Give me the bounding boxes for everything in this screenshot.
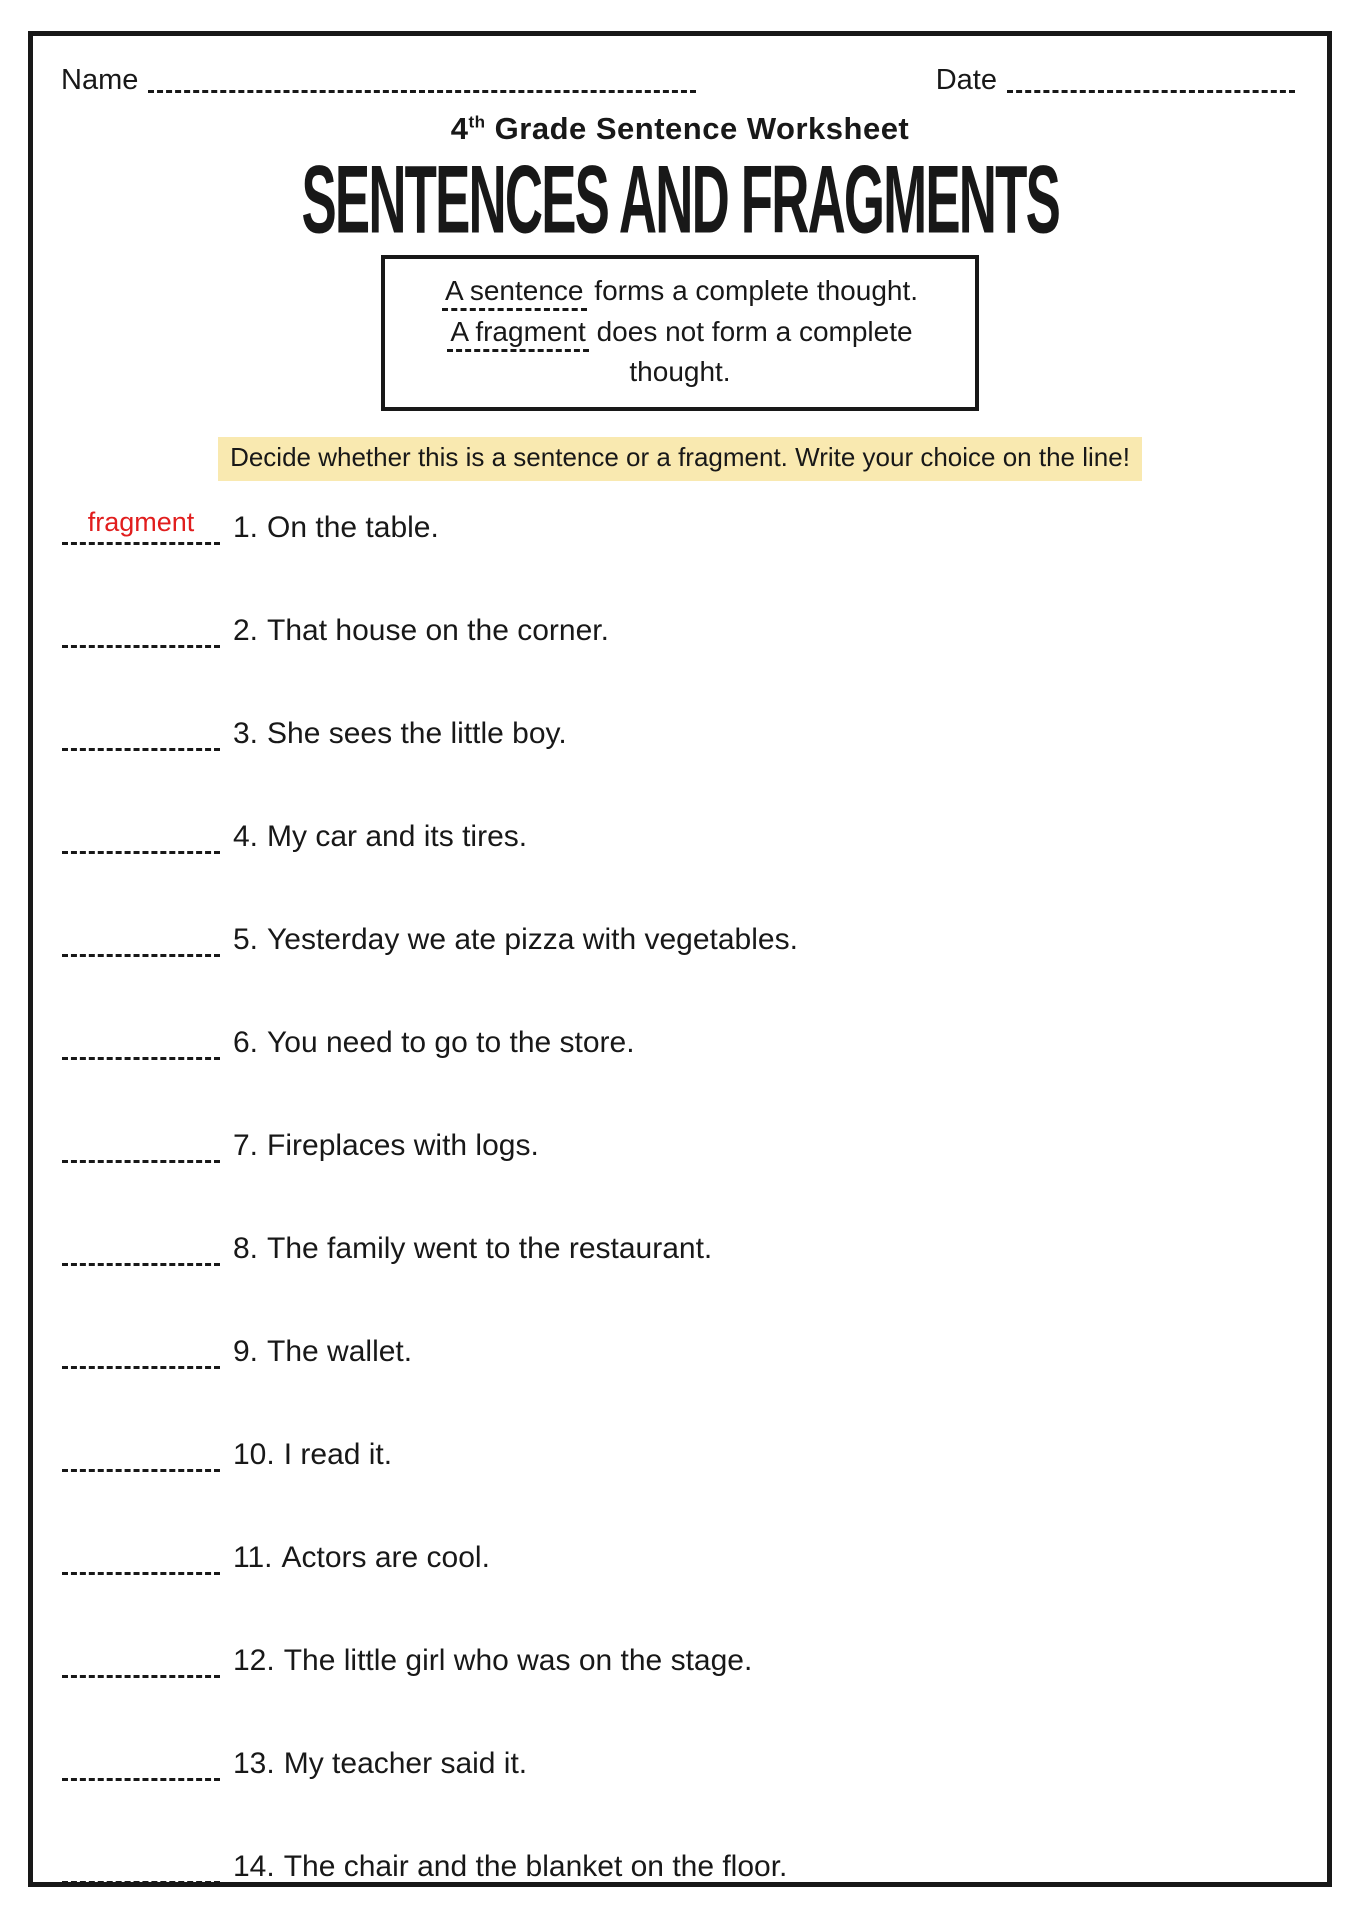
definition-fragment-rest: does not form a complete thought. — [588, 315, 913, 388]
worksheet-item — [61, 1202, 1299, 1305]
definition-box — [381, 255, 979, 411]
item-number: 8. — [233, 1231, 259, 1265]
term-fragment: A fragment — [447, 316, 588, 352]
item-sentence — [233, 717, 567, 751]
worksheet-item — [61, 996, 1299, 1099]
item-sentence — [233, 1850, 787, 1884]
item-text: That house on the corner. — [267, 613, 609, 647]
item-text: The wallet. — [267, 1334, 413, 1368]
name-label: Name — [61, 64, 139, 96]
item-text: My car and its tires. — [267, 819, 528, 853]
item-sentence — [233, 1644, 752, 1678]
answer-blank-line[interactable] — [62, 634, 220, 648]
answer-blank-line[interactable] — [62, 943, 220, 957]
item-number: 7. — [233, 1128, 259, 1162]
worksheet-item — [61, 1408, 1299, 1511]
item-text: Fireplaces with logs. — [267, 1128, 539, 1162]
item-text: The little girl who was on the stage. — [283, 1643, 753, 1677]
title-row — [61, 144, 1299, 254]
answer-blank-line[interactable] — [62, 1355, 220, 1369]
answer-blank-line[interactable] — [62, 1252, 220, 1266]
instruction-row — [61, 437, 1299, 481]
worksheet-item — [61, 893, 1299, 996]
item-text: Actors are cool. — [281, 1540, 490, 1574]
answer-blank-line[interactable] — [62, 1458, 220, 1472]
item-sentence — [233, 1335, 412, 1369]
definition-sentence-rest: forms a complete thought. — [586, 275, 919, 306]
term-sentence: A sentence — [442, 275, 587, 311]
worksheet-item — [61, 1305, 1299, 1408]
answer-blank-line[interactable] — [62, 840, 220, 854]
item-sentence — [233, 923, 798, 957]
definition-line-sentence — [393, 271, 967, 312]
subtitle-ordinal: th — [468, 112, 486, 132]
name-input-line[interactable] — [148, 81, 696, 93]
worksheet-item — [61, 687, 1299, 790]
definition-line-fragment — [393, 312, 967, 393]
item-number: 12. — [233, 1643, 275, 1677]
answer-blank-line[interactable] — [62, 1664, 220, 1678]
item-number: 9. — [233, 1334, 259, 1368]
date-label: Date — [935, 64, 997, 96]
answer-blank-line[interactable] — [62, 506, 220, 545]
worksheet-item — [61, 1511, 1299, 1614]
item-sentence — [233, 1129, 539, 1163]
worksheet-item — [61, 584, 1299, 687]
item-number: 1. — [233, 510, 259, 544]
item-text: Yesterday we ate pizza with vegetables. — [267, 922, 798, 956]
answer-blank-line[interactable] — [62, 1767, 220, 1781]
item-number: 5. — [233, 922, 259, 956]
answer-blank-line[interactable] — [62, 1149, 220, 1163]
item-text: She sees the little boy. — [267, 716, 567, 750]
item-text: The chair and the blanket on the floor. — [283, 1849, 788, 1883]
item-number: 3. — [233, 716, 259, 750]
worksheet-item — [61, 790, 1299, 893]
worksheet-page-border — [28, 31, 1332, 1887]
item-sentence — [233, 1026, 635, 1060]
item-text: I read it. — [283, 1437, 393, 1471]
worksheet-item — [61, 1820, 1299, 1887]
item-text: The family went to the restaurant. — [267, 1231, 713, 1265]
item-sentence — [233, 1438, 392, 1472]
item-number: 14. — [233, 1849, 275, 1883]
item-number: 10. — [233, 1437, 275, 1471]
answer-blank-line[interactable] — [62, 1561, 220, 1575]
item-number: 13. — [233, 1746, 275, 1780]
worksheet-title: SENTENCES AND FRAGMENTS — [301, 144, 1059, 254]
answer-blank-line[interactable] — [62, 737, 220, 751]
item-number: 11. — [233, 1540, 273, 1574]
item-number: 4. — [233, 819, 259, 853]
item-text: On the table. — [267, 510, 439, 544]
answer-blank-line[interactable] — [62, 1870, 220, 1884]
worksheet-item — [61, 481, 1299, 584]
written-answer: fragment — [87, 506, 195, 537]
item-sentence — [233, 614, 609, 648]
worksheet-item — [61, 1099, 1299, 1202]
answer-blank-line[interactable] — [62, 1046, 220, 1060]
item-sentence — [233, 1541, 490, 1575]
instruction-text: Decide whether this is a sentence or a fragment. Write your choice on the line! — [218, 437, 1142, 481]
date-input-line[interactable] — [1007, 81, 1295, 93]
worksheet-item — [61, 1717, 1299, 1820]
item-sentence — [233, 1747, 527, 1781]
item-text: You need to go to the store. — [267, 1025, 635, 1059]
subtitle-grade: 4 — [450, 111, 469, 146]
subtitle-rest: Grade Sentence Worksheet — [485, 111, 910, 146]
item-sentence — [233, 820, 527, 854]
worksheet-subtitle — [61, 111, 1299, 147]
item-number: 2. — [233, 613, 259, 647]
header-row — [61, 64, 1299, 97]
worksheet-item — [61, 1614, 1299, 1717]
item-number: 6. — [233, 1025, 259, 1059]
item-text: My teacher said it. — [283, 1746, 528, 1780]
item-sentence — [233, 1232, 712, 1266]
items-list — [61, 481, 1299, 1887]
item-sentence — [233, 511, 439, 545]
